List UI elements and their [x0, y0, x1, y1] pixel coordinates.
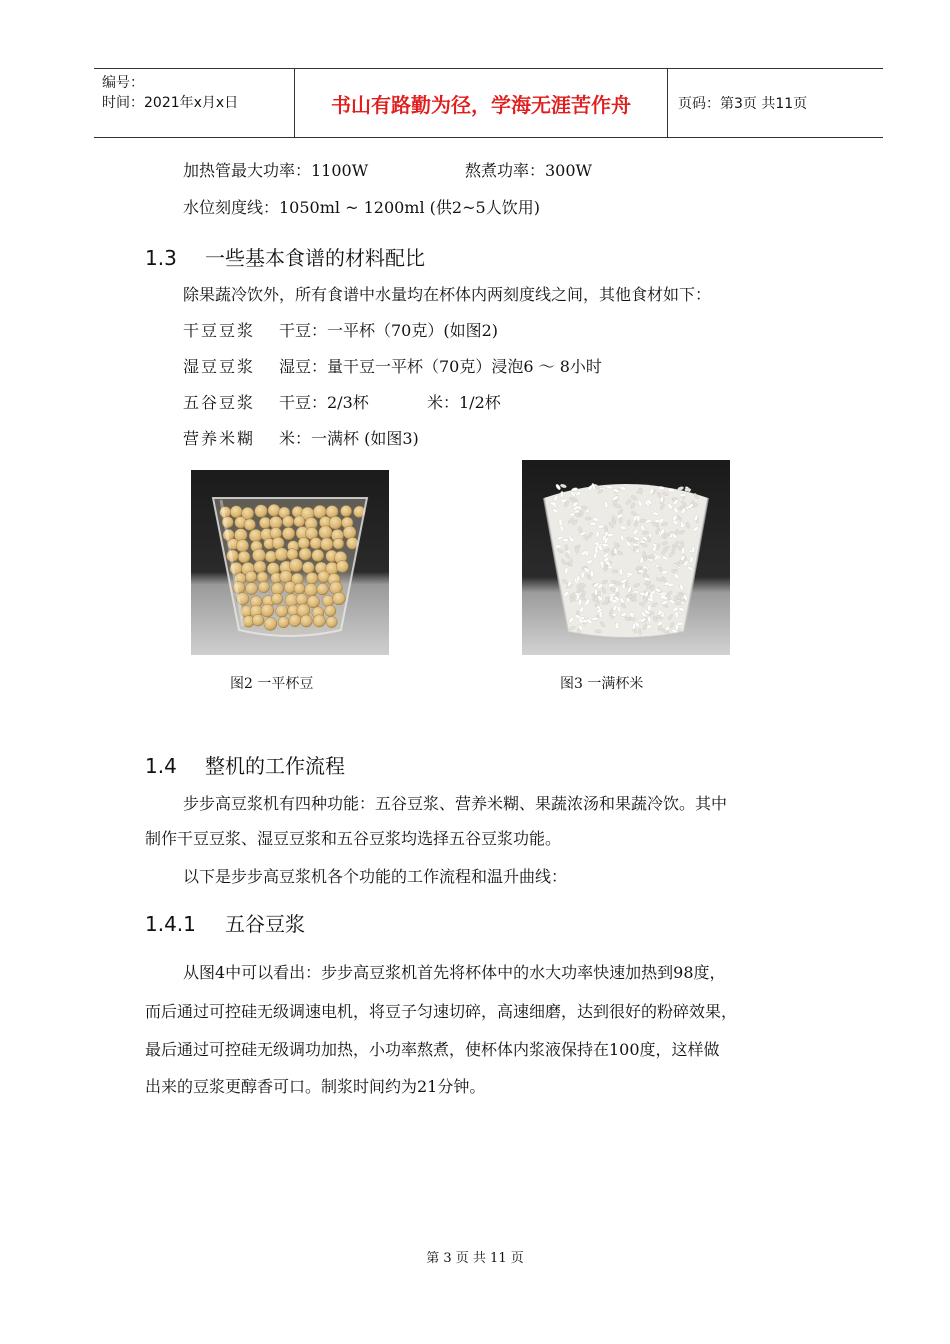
bean-texture	[312, 549, 324, 561]
section-title: 一些基本食谱的材料配比	[205, 246, 425, 270]
bean-texture	[322, 595, 334, 607]
rice-texture	[685, 488, 692, 491]
bean-texture	[278, 617, 289, 628]
paragraph-line: 步步高豆浆机有四种功能：五谷豆浆、营养米糊、果蔬浓汤和果蔬冷饮。其中	[183, 794, 728, 813]
recipe-name: 干豆豆浆	[183, 321, 256, 340]
bean-texture	[236, 540, 249, 553]
recipe-name: 营养米糊	[183, 429, 256, 448]
bean-texture	[271, 593, 282, 604]
bean-texture	[245, 571, 256, 582]
paragraph-line: 制作干豆豆浆、湿豆豆浆和五谷豆浆均选择五谷豆浆功能。	[145, 829, 562, 848]
section-number: 1.4.1	[145, 912, 196, 936]
rice-texture	[615, 622, 619, 629]
section-title: 五谷豆浆	[225, 912, 305, 936]
bean-texture	[310, 537, 322, 549]
bean-texture	[317, 583, 329, 595]
rice-texture	[559, 519, 563, 526]
rice-texture	[575, 547, 579, 554]
bean-texture	[268, 504, 280, 516]
bean-texture	[255, 505, 268, 518]
bean-texture	[343, 526, 356, 539]
recipe-detail: 干豆：2/3杯	[279, 393, 369, 412]
bean-texture	[254, 561, 267, 574]
section-title: 整机的工作流程	[205, 754, 345, 778]
bean-texture	[259, 517, 271, 529]
paragraph-line: 而后通过可控硅无级调速电机，将豆子匀速切碎，高速细磨，达到很好的粉碎效果，	[145, 1002, 738, 1021]
header-motto: 书山有路勤为径，学海无涯苦作舟	[295, 69, 668, 137]
rice-texture	[595, 630, 601, 633]
bean-texture	[282, 527, 295, 540]
rice-texture	[581, 572, 585, 579]
bean-texture	[305, 583, 318, 596]
bean-texture	[336, 560, 348, 572]
bean-texture	[261, 604, 274, 617]
bean-texture	[296, 594, 308, 606]
bean-texture	[289, 615, 301, 627]
bean-texture	[302, 562, 314, 574]
header-meta	[94, 69, 295, 137]
bean-texture	[275, 548, 288, 561]
recipe-name: 五谷豆浆	[183, 393, 256, 412]
bean-texture	[294, 583, 305, 594]
bean-texture	[272, 537, 284, 549]
rice-texture	[585, 517, 591, 520]
bean-texture	[326, 506, 338, 518]
bean-texture	[333, 538, 344, 549]
bean-texture	[325, 605, 336, 616]
bean-texture	[280, 570, 293, 583]
figure-caption: 图2 一平杯豆	[230, 676, 314, 692]
recipe-detail: 湿豆：量干豆一平杯（70克）浸泡6 ～ 8小时	[279, 357, 602, 376]
rice-texture	[594, 589, 597, 596]
bean-texture	[287, 549, 298, 560]
bean-texture	[340, 505, 351, 516]
bean-texture	[294, 516, 305, 527]
bean-texture	[333, 592, 346, 605]
figure-caption: 图3 一满杯米	[560, 676, 644, 692]
recipe-row	[183, 356, 602, 378]
code-label: 编号：	[102, 75, 144, 91]
time-label: 时间：2021年x月x日	[102, 95, 239, 111]
figure-rice-photo	[522, 460, 730, 655]
bean-texture	[264, 617, 277, 630]
figure-beans-photo	[191, 470, 389, 655]
page-footer: 第 3 页 共 11 页	[426, 1251, 524, 1266]
bean-texture	[326, 616, 337, 627]
rice-texture	[605, 597, 608, 604]
recipe-name: 湿豆豆浆	[183, 357, 256, 376]
bean-texture	[313, 615, 325, 627]
bean-texture	[329, 516, 342, 529]
bean-texture	[252, 614, 264, 626]
header-page-label: 页码：第3页 共11页	[678, 96, 808, 112]
paragraph-line: 最后通过可控硅无级调功加热，小功率熬煮，使杯体内浆液保持在100度，这样做	[145, 1040, 720, 1059]
rice-texture	[678, 560, 685, 564]
section-number: 1.4	[145, 754, 177, 778]
rice-texture	[680, 493, 687, 497]
rice-texture	[590, 571, 593, 577]
recipe-detail: 干豆：一平杯（70克）(如图2)	[279, 321, 499, 340]
bean-texture	[257, 572, 268, 583]
recipe-intro: 除果蔬冷饮外，所有食谱中水量均在杯体内两刻度线之间，其他食材如下：	[183, 285, 712, 304]
recipe-detail-secondary: 米：1/2杯	[427, 393, 501, 412]
recipe-row	[183, 428, 419, 450]
rice-texture	[602, 544, 608, 547]
recipe-row	[183, 392, 501, 414]
section-heading-1-4	[145, 753, 345, 779]
section-heading-1-3	[145, 245, 425, 271]
bean-texture	[258, 582, 269, 593]
spec-water-level: 水位刻度线：1050ml ~ 1200ml (供2~5人饮用)	[183, 198, 540, 217]
bean-texture	[245, 583, 257, 595]
bean-texture	[320, 538, 333, 551]
bean-texture	[299, 548, 311, 560]
bean-texture	[300, 615, 312, 627]
bean-texture	[252, 549, 265, 562]
bean-texture	[282, 516, 294, 528]
rice-texture	[668, 488, 674, 491]
recipe-row	[183, 320, 498, 342]
bean-texture	[319, 526, 332, 539]
bean-texture	[276, 605, 288, 617]
section-heading-1-4-1	[145, 911, 305, 937]
bean-texture	[270, 516, 283, 529]
bean-texture	[238, 551, 250, 563]
bean-texture	[230, 506, 242, 518]
bean-texture	[298, 537, 310, 549]
page-header	[94, 68, 883, 138]
paragraph-line: 以下是步步高豆浆机各个功能的工作流程和温升曲线：	[183, 867, 568, 886]
section-number: 1.3	[145, 246, 177, 270]
rice-texture	[598, 525, 604, 528]
bean-texture	[289, 559, 302, 572]
spec-max-power: 加热管最大功率：1100W	[183, 161, 369, 180]
recipe-detail: 米：一满杯 (如图3)	[279, 429, 419, 448]
rice-texture	[627, 519, 631, 526]
bean-texture	[307, 596, 319, 608]
spec-boil-power: 熬煮功率：300W	[465, 161, 592, 180]
paragraph-line: 出来的豆浆更醇香可口。制浆时间约为21分钟。	[145, 1077, 486, 1096]
bean-texture	[244, 519, 256, 531]
bean-texture	[249, 529, 262, 542]
paragraph-line: 从图4中可以看出：步步高豆浆机首先将杯体中的水大功率快速加热到98度，	[183, 963, 726, 982]
bean-texture	[306, 572, 318, 584]
